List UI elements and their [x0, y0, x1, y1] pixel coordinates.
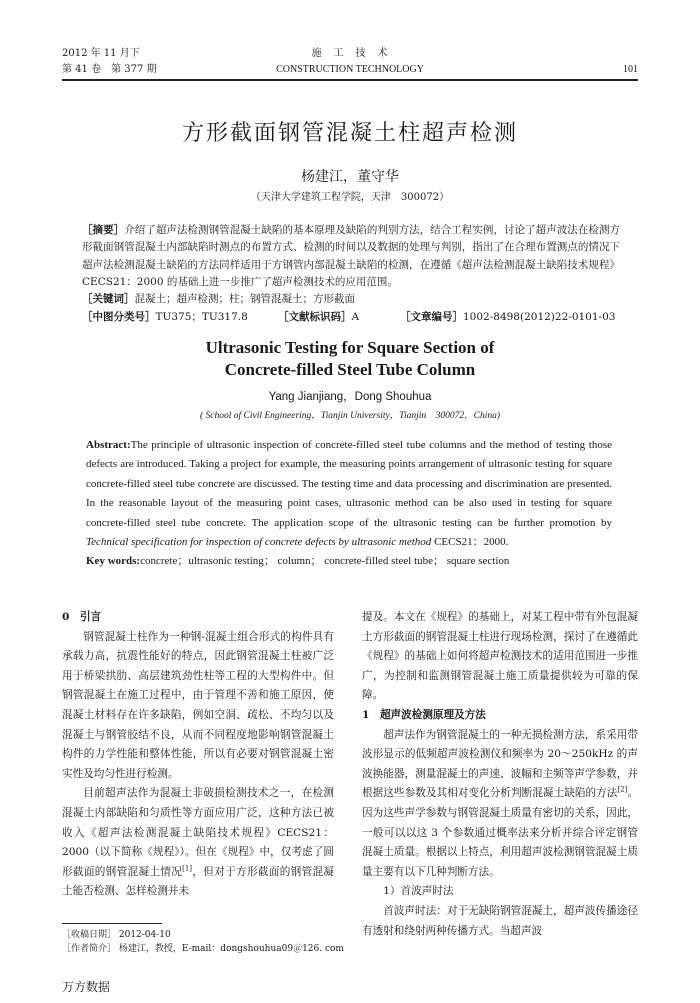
keywords-cn-text: 混凝土；超声检测；柱；钢管混凝土；方形截面 — [134, 293, 355, 305]
abstract-en-tail: CECS21：2000. — [431, 536, 509, 549]
affiliation-cn: （天津大学建筑工程学院，天津 300072） — [250, 192, 450, 203]
watermark: 万方数据 — [62, 980, 111, 994]
citation-1: [1] — [182, 864, 193, 873]
classification-value: TU375；TU317.8 — [155, 311, 248, 323]
right-paragraph-2-text: 超声法作为钢管混凝土的一种无损检测方法，系采用带波形显示的低频超声波检测仪和频率为 20～250kHz 的声波换能器，测量混凝土的声速、波幅和主频等声学参数，并根据这些参数及其相对变化分析判断混凝土缺陷的方法 — [362, 728, 638, 800]
section-1-heading: 1 超声波检测原理及方法 — [362, 708, 486, 721]
abstract-cn-text: 介绍了超声法检测钢管混凝土缺陷的基本原理及缺陷的判别方法，结合工程实例，讨论了超声波法在检测方形截面钢管混凝土内部缺陷时测点的布置方式、检测的时间以及数据的处理与判别，指出了在合理布置测点的情况下超声法检测混凝土缺陷的方法同样适用于方钢管内部混凝土缺陷的检测，在遵循《超声法检测混凝土缺陷技术规程》CECS21：2000 的基础上进一步推广了超声检测技术的应用范围。 — [82, 224, 620, 289]
left-paragraph-1: 钢管混凝土柱作为一种钢-混凝土组合形式的构件具有承载力高，抗震性能好的特点，因此钢管混凝土柱被广泛用于桥梁拱肋、高层建筑劲性柱等工程的大型构件中。但钢管混凝土在施工过程中，由于管理不善和施工原因，使混凝土材料存在许多缺陷，例如空洞、疏松、不均匀以及混凝土与钢管胶结不良，从而不同程度地影响钢管混凝土构件的力学性能和整体性能，所以有必要对钢管混凝土密实性及均匀性进行检测。 — [62, 630, 334, 780]
header-volume: 第 41 卷 第 377 期 — [62, 64, 157, 75]
classification-label: ［中图分类号］ — [82, 311, 156, 323]
article-number — [400, 309, 615, 326]
abstract-en-italic-title: Technical specification for inspection of concrete defects by ultrasonic method — [86, 536, 432, 549]
title-en-line-1: Ultrasonic Testing for Square Section of — [205, 338, 495, 357]
article-number-value: 1002-8498(2012)22-0101-03 — [463, 311, 616, 323]
affiliation-en: ( School of Civil Engineering，Tianjin University，Tianjin 300072，China) — [199, 411, 501, 421]
left-paragraph-2 — [62, 784, 334, 902]
header-page-number: 101 — [623, 64, 638, 75]
left-column — [62, 608, 334, 902]
header-date: 2012 年 11 月下 — [62, 48, 140, 59]
title-en-line-2: Concrete-filled Steel Tube Column — [224, 360, 476, 379]
right-paragraph-3: 首波声时法：对于无缺陷钢管混凝土，超声波传播途径有透射和绕射两种传播方式。当超声波 — [362, 904, 638, 937]
abstract-en-label: Abstract — [86, 439, 127, 451]
footnote-received: ［收稿日期］ 2012-04-10 — [62, 930, 171, 940]
keywords-en-text: concrete；ultrasonic testing； column； concrete-filled steel tube； square section — [140, 555, 510, 568]
authors-cn: 杨建江，董守华 — [301, 169, 399, 185]
keywords-cn-label: ［关键词］ — [82, 293, 135, 305]
document-code — [278, 309, 359, 326]
keywords-en-label: Key words — [86, 555, 137, 568]
article-number-label: ［文章编号］ — [400, 311, 463, 323]
keywords-cn — [82, 291, 620, 308]
footnote-rule — [62, 923, 162, 924]
subsection-1-heading: 1）首波声时法 — [383, 885, 454, 898]
document-code-value: A — [351, 311, 360, 323]
right-paragraph-2-tail: 。因为这些声学参数与钢管混凝土质量有密切的关系，因此，一般可以以这 3 个参数通过概率法来分析并综合评定钢管混凝土质量。根据以上特点，利用超声波检测钢管混凝土质量主要有以下几种判断方法。 — [362, 787, 639, 878]
abstract-cn-label: ［摘要］ — [82, 224, 125, 236]
citation-2: [2] — [617, 785, 628, 794]
abstract-cn — [82, 222, 620, 292]
right-paragraph-2 — [362, 726, 638, 883]
header-journal-en: CONSTRUCTION TECHNOLOGY — [276, 64, 424, 75]
abstract-en: Abstract:The principle of ultrasonic inspection of concrete-filled steel tube columns and the method of testing those defects are introduced. Taking a project for example, the measuring points arrangement of ultrasonic testing for square concrete-filled steel tube concrete are discussed. The testing time and data processing and discrimination are presented. In the reasonable layout of the measuring point cases, ultrasonic method can be also used in testing for square concrete-filled steel tube concrete. The application scope of the ultrasonic testing can be further promotion by Technical specification for inspection of concrete defects by ultrasonic method CECS21：2000. Key words:concrete；ultrasonic testing； column； concrete-filled steel tube； square section — [86, 439, 612, 568]
abstract-en-text: The principle of ultrasonic inspection of concrete-filled steel tube columns and the method of testing those defects are introduced. Taking a project for example, the measuring points arrangement of ultrasonic testing for square concrete-filled steel tube concrete are discussed. The testing time and data processing and discrimination are presented. In the reasonable layout of the measuring point cases, ultrasonic method can be also used in testing for square concrete-filled steel tube concrete. The application scope of the ultrasonic testing can be further promotion by — [86, 439, 612, 529]
section-0-heading: 0 引言 — [62, 611, 102, 623]
header-journal-cn: 施 工 技 术 — [311, 48, 389, 59]
title-cn: 方形截面钢管混凝土柱超声检测 — [181, 121, 518, 146]
classification-number — [82, 309, 248, 326]
left-paragraph-2-text: 目前超声法作为混凝土非破损检测技术之一，在检测混凝土内部缺陷和匀质性等方面应用广泛，这种方法已被收入《超声法检测混凝土缺陷技术规程》CECS21：2000（以下简称《规程》）。但在《规程》中，仅考虑了圆形截面的钢管混凝土情况 — [62, 787, 334, 878]
right-paragraph-1: 提及。本文在《规程》的基础上，对某工程中带有外包混凝土方形截面的钢管混凝土柱进行现场检测，探讨了在遵循此《规程》的基础上如何将超声检测技术的适用范围进一步推广，为控制和监测钢管混凝土施工质量提供较为可靠的保障。 — [362, 611, 638, 702]
footnote-author: ［作者简介］ 杨建江，教授，E-mail：dongshouhua09＠126. com — [62, 944, 344, 954]
header-rule — [62, 79, 638, 81]
left-paragraph-2-tail: ，但对于方形截面的钢管混凝土能否检测、怎样检测并未 — [62, 865, 335, 898]
authors-en: Yang Jianjiang，Dong Shouhua — [268, 391, 432, 403]
document-code-label: ［文献标识码］ — [278, 311, 352, 323]
right-column — [362, 608, 638, 941]
